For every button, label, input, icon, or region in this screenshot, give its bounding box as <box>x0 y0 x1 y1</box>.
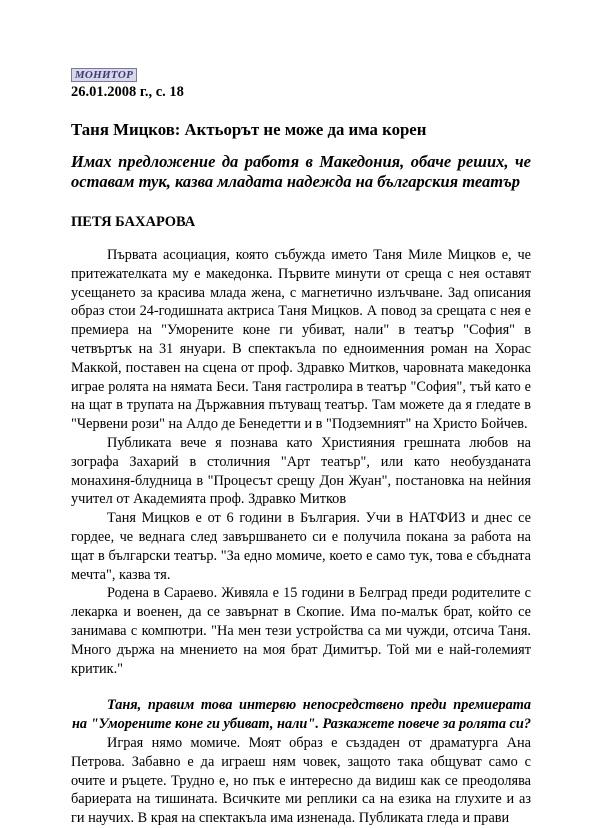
article-subheadline: Имах предложение да работя в Македония, обаче реших, че оставам тук, казва младата надежда на българския театър <box>71 152 531 191</box>
publication-logo <box>71 68 137 82</box>
body-paragraph: Родена в Сараево. Живяла е 15 години в Белград преди родителите с лекарка и военен, да се завърнат в Скопие. Има по-малък брат, който се занимава с компютри. "На мен тези устройства са ми чужди, отсича Таня. Много държа на мнението на моя брат Димитър. Той ми е най-големият критик." <box>71 585 531 677</box>
interview-question: Таня, правим това интервю непосредствено преди премиерата на "Уморените коне ги убиват, нали". Разкажете повече за ролята си? <box>72 697 531 733</box>
article-author: ПЕТЯ БАХАРОВА <box>71 214 196 230</box>
article-headline: Таня Мицков: Актьорът не може да има корен <box>71 120 427 139</box>
body-paragraph: Първата асоциация, която събужда името Таня Миле Мицков е, че притежателката му е македонка. Първите минути от среща с нея оставят усещането за красива млада жена, с магнетично излъчване. Зад описания образ стои 24-годишната актриса Таня Мицков. А повод за срещата с нея е премиера на "Уморените коне ги убиват, нали" в театър "София" в четвъртък на 31 януари. В спектакъла по едноименния роман на Хорас Маккой, поставен на сцена от проф. Здравко Митков, чаровната македонка играе ролята на нямата Беси. Таня гастролира в театър "София", тъй като е на щат в трупата на Държавния пътуващ театър. Там можете да я гледате в "Червени рози" на Алдо де Бенедетти и в "Подземният" на Христо Бойчев. <box>71 247 531 433</box>
article-body <box>71 246 531 828</box>
body-paragraph: Публиката вече я познава като Християния грешната любов на зографа Захарий в столичния "Арт театър", или като необузданата монахиня-блудница в "Процесът срещу Дон Жуан", постановка на нейния учител от Академията проф. Здравко Митков <box>71 434 531 508</box>
publication-logo-text: МОНИТОР <box>74 68 134 81</box>
dateline: 26.01.2008 г., с. 18 <box>71 84 184 100</box>
body-paragraph: Таня Мицков е от 6 години в България. Учи в НАТФИЗ и днес се гордее, че веднага след завършването си е получила покана за работа на щат в български театър. "За едно момиче, което е само тук, това е сбъдната мечта", казва тя. <box>71 510 531 583</box>
interview-answer: Играя нямо момиче. Моят образ е създаден от драматурга Ана Петрова. Забавно е да играеш ням човек, защото така общуват само с очите и ръцете. Трудно е, но пък е интересно да видиш как се преодолява бариерата на тишината. Всичките ми реплики са на езика на глухите и аз ги научих. В края на спектакъла има изненада. Публиката гледа и прави <box>71 734 531 827</box>
